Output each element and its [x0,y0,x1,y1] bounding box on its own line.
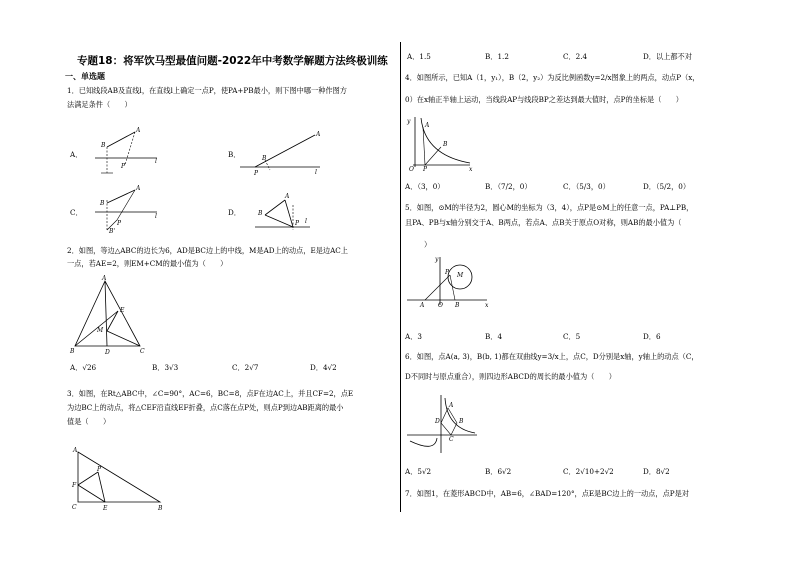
svg-text:B': B' [109,228,116,235]
q6-option-c: C．2√10+2√2 [563,467,614,476]
svg-text:P: P [97,466,102,473]
q3-option-c: C．2.4 [563,52,588,61]
q5-line3: ） [424,240,432,249]
svg-text:B: B [70,348,75,355]
q6-line2: D不同时与原点重合），则四边形ABCD的周长的最小值为（ ） [405,372,616,381]
q5-option-a: A．3 [405,332,422,341]
q3-line2: 为边BC上的动点，将△CEF沿直线EF折叠，点C落在点P处，则点P到边AB距离的最小 [67,403,344,412]
svg-text:B: B [459,418,464,425]
svg-text:A: A [316,131,321,138]
svg-text:B: B [455,302,460,309]
svg-text:P: P [254,170,259,177]
q3-figure [70,447,180,517]
svg-text:B: B [443,141,448,148]
q4-line1: 4．如图所示，已知A（1，y₁），B（2，y₂）为反比例函数y=2/x图象上的两点，动点P（x， [405,73,700,82]
q2-figure [70,276,160,356]
q3-option-a: A．1.5 [407,52,431,61]
svg-text:P: P [117,220,122,227]
q1-figure-a [95,125,165,185]
svg-text:l: l [155,213,157,220]
column-divider [400,42,401,512]
svg-text:O: O [409,166,414,173]
svg-text:y: y [435,256,439,263]
svg-text:C: C [449,436,454,443]
svg-text:l: l [315,169,317,176]
q1-option-b: B． [228,150,241,159]
svg-text:D: D [105,349,110,356]
q4-figure [405,115,475,173]
svg-text:A: A [136,185,141,192]
q1-figure-c [95,185,165,240]
q2-option-d: D．4√2 [310,363,337,372]
q1-line2: 法满足条件（ ） [67,100,132,109]
svg-text:A: A [449,402,454,409]
q6-option-d: D．8√2 [643,467,670,476]
q4-option-b: B．（7/2，0） [485,182,532,191]
q5-option-d: D．6 [643,332,661,341]
q4-line2: 0）在x轴正半轴上运动，当线段AP与线段BP之差达到最大值时，点P的坐标是（ ） [405,95,683,104]
svg-text:P: P [121,163,126,170]
svg-text:C: C [140,348,145,355]
svg-text:A: A [420,302,425,309]
svg-text:x: x [469,166,473,173]
svg-text:F: F [72,482,77,489]
svg-text:A: A [425,122,430,129]
svg-text:P: P [423,166,428,173]
q5-option-b: B．4 [485,332,503,341]
svg-text:l: l [305,218,307,225]
q5-line1: 5．如图，⊙M的半径为2，圆心M的坐标为（3，4），点P是⊙M上的任意一点，PA⊥PB， [405,203,694,212]
q4-option-c: C．（5/3，0） [563,182,610,191]
q6-option-b: B．6√2 [485,467,512,476]
q3-option-d: D．以上都不对 [643,52,692,61]
svg-text:E: E [103,505,108,512]
q2-line2: 一点，若AE=2，则EM+CM的最小值为（ ） [67,259,228,268]
q6-option-a: A．5√2 [405,467,432,476]
svg-text:A: A [285,193,290,200]
q5-figure [405,255,495,320]
q5-option-c: C．5 [563,332,581,341]
q1-figure-d [255,185,325,240]
svg-text:l: l [155,158,157,165]
q6-figure [405,393,485,458]
q1-figure-b [240,130,330,180]
q1-option-c: C． [70,208,83,217]
svg-text:M: M [97,327,104,334]
svg-text:B: B [262,155,267,162]
svg-text:P: P [295,220,300,227]
q1-option-a: A． [70,150,83,159]
svg-text:B: B [158,505,163,512]
svg-text:x: x [485,302,489,309]
svg-text:B: B [258,210,263,217]
svg-text:A: A [102,275,107,282]
q2-option-a: A．√26 [70,363,97,372]
svg-text:O: O [438,302,443,309]
svg-text:A: A [136,127,141,134]
q7-line1: 7．如图1，在菱形ABCD中，AB=6，∠BAD=120°，点E是BC边上的一动点，点P是对 [405,489,689,498]
q4-option-a: A．（3，0） [405,182,445,191]
q3-option-b: B．1.2 [485,52,509,61]
q6-line1: 6．如图，点A(a, 3)，B(b, 1)都在双曲线y=3/x上，点C，D分别是x轴，y轴上的动点（C， [405,352,699,361]
q2-line1: 2．如图，等边△ABC的边长为6，AD是BC边上的中线，M是AD上的动点，E是边AC上 [67,246,348,255]
svg-text:E: E [120,307,125,314]
q3-line3: 值是（ ） [67,417,111,426]
svg-text:B: B [100,200,105,207]
svg-text:A: A [73,447,78,454]
svg-text:D: D [435,418,440,425]
svg-text:M: M [457,272,464,279]
q5-line2: 且PA、PB与x轴分别交于A、B两点，若点A、点B关于原点O对称，则AB的最小值为（ [405,218,682,227]
svg-text:C: C [72,504,77,511]
q2-option-b: B．3√3 [152,363,179,372]
section-heading: 一、单选题 [65,72,105,81]
svg-text:P: P [445,269,450,276]
page-title: 专题18：将军饮马型最值问题-2022年中考数学解题方法终极训练 [77,55,388,67]
q3-line1: 3．如图，在Rt△ABC中，∠C=90°，AC=6，BC=8，点F在边AC上，并且CF=2，点E [67,389,354,398]
svg-text:B: B [101,142,106,149]
svg-text:y: y [407,118,411,125]
q4-option-d: D．（5/2，0） [643,182,691,191]
q1-line1: 1．已知线段AB及直线l，在直线l上确定一点P，使PA+PB最小，则下图中哪一种作图方 [67,86,347,95]
q2-option-c: C．2√7 [232,363,259,372]
q1-option-d: D． [228,208,241,217]
